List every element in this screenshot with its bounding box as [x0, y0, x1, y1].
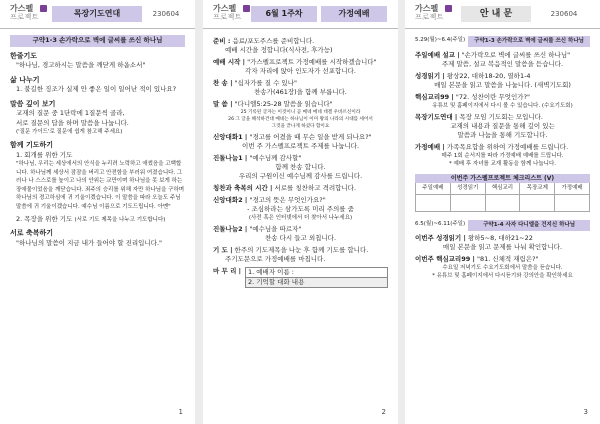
item-label: 기 도 | — [213, 246, 233, 254]
page-date: 230604 — [152, 10, 180, 18]
section-text: 서로 질문의 답을 하며 말씀을 나눕니다. — [16, 118, 129, 127]
scripture-text: 26 그 글을 해석하건대 메네는 하나님이 이미 왕의 나라의 시대를 세어서 — [228, 117, 373, 122]
gospel-project-logo — [415, 4, 449, 26]
page-title: 안 내 문 — [461, 6, 531, 22]
week-date: 5.29(월)~6.4(주일) — [415, 37, 466, 43]
prayer-note: (서로 기도 제목을 나누고 기도합니다) — [74, 216, 166, 223]
section-heading: 말씀 깊이 보기 — [10, 99, 56, 108]
checklist-checkbox[interactable] — [555, 195, 589, 211]
item-text: 각자 자리에 앉아 인도자가 선포합니다. — [245, 67, 356, 75]
item-text: 매주 1회 순서지를 따라 가정예배 예배를 드립니다. — [441, 153, 564, 159]
section-text: "하나님의 말씀이 지금 내가 들어야 할 진리입니다." — [16, 238, 163, 247]
item-text: 서로를 칭찬하고 격려합니다. — [274, 184, 357, 192]
item-text: * 유튜브 및 홈페이지에서 다시듣기와 강의안을 확인하세요 — [432, 273, 573, 279]
page-title: 목장기도연대 — [52, 6, 142, 22]
gospel-project-logo — [10, 4, 44, 26]
item-text: 함께 찬송 합니다. — [275, 163, 326, 171]
closing-row: 2. 기억할 대화 내용 — [246, 278, 387, 287]
item-text: "81. 신체적 재림은?" — [476, 255, 539, 263]
checklist-col: 목장교제 — [520, 183, 555, 194]
page-number: 3 — [583, 408, 588, 416]
week-banner: 구약1-3 손가락으로 벽에 글씨를 쓰신 하나님 — [468, 36, 590, 47]
item-label: 준비 : — [213, 37, 231, 45]
item-text: "경고의 뜻은 무엇인가요?" — [249, 196, 326, 204]
item-label: 성경읽기 | — [415, 72, 445, 80]
item-label: 찬 송 | — [213, 79, 233, 87]
logo-line2: 프로젝트 — [10, 13, 40, 21]
item-note: (사전 혹은 인터넷에서 더 찾아서 나누세요) — [248, 215, 353, 221]
checklist-col: 성경읽기 — [451, 183, 486, 194]
checklist-title: 이번주 가스펠프로젝트 체크리스트 (V) — [415, 174, 590, 183]
item-text: 우리의 구원이신 예수님께 감사를 드립니다. — [238, 172, 363, 180]
section-text: 교재의 질문 중 1단락에 1질문씩 골라, — [16, 109, 125, 117]
section-heading: 서로 축복하기 — [10, 229, 54, 238]
item-label: 핵심교리99 | — [415, 93, 454, 101]
item-text: "십자가를 질 수 있나" — [234, 79, 297, 87]
item-text: 매일 본문을 읽고 말씀을 나눕니다. (새벽기도회) — [434, 81, 571, 89]
item-text: "예수님을 따르자" — [249, 225, 302, 233]
cross-icon — [40, 5, 47, 12]
item-label: 말 씀 | — [213, 100, 233, 108]
checklist-checkbox[interactable] — [486, 195, 521, 211]
checklist-col: 주일예배 — [416, 183, 451, 194]
section-heading: 삶 나누기 — [10, 75, 40, 84]
checklist-header-row — [415, 183, 590, 195]
section-text: "하나님, 경고하시는 말씀을 깨닫게 하옵소서" — [16, 61, 146, 69]
scripture-text: 그것을 끝나게 하셨다 함이요 — [271, 124, 330, 129]
page-date: 230604 — [550, 10, 578, 18]
section-text: 1. 불길한 징조가 실제 안 좋은 일이 일어난 적이 있나요? — [16, 85, 177, 93]
gospel-project-logo — [213, 4, 247, 26]
item-label: 주일예배 설교 | — [415, 51, 460, 59]
logo-line1: 가스펠 — [10, 4, 34, 13]
item-text: "예수님께 감사할" — [249, 154, 302, 162]
item-text: 가족목요합을 위하여 가정예배를 드립니다. — [446, 143, 569, 151]
section-heading: 한줄기도 — [10, 51, 38, 60]
item-label: 이번주 성경읽기 | — [415, 234, 466, 242]
page-3 — [405, 0, 600, 424]
item-text: "다니엘5:25-28 말씀을 읽습니다" — [234, 100, 333, 108]
prayer-text: "하나님, 우리는 세상에서의 안식을 누리려 노력하고 애썼음을 고백합니다. 하나님께 세상서 잠잠을 버리고 안전함을 부러워 여겼습니다. 그러나 나 스스로를 높이고 나의 안위는 교만이며 하나님을 못 보게 하는 장애물이었음을 깨닫습니다. 죄주의 승리를 위해 자만 하나님을 구하며 하나님의 경고하심에 귀 기울이겠습니다. 이 말씀을 따라 오늘도 주님 말씀에 귀 기울이겠습니다. 예수님 이름으로 기도드립니다. 아멘" — [16, 161, 185, 210]
item-text: 찬송 다시 들고 외칩니다. — [264, 234, 337, 242]
prayer-subheading: 2. 목장을 위한 기도 — [16, 214, 73, 223]
item-text: - 조심하라는 삼가도록 미리 주의를 줌 — [247, 205, 354, 213]
checklist-col: 가정예배 — [561, 185, 583, 191]
page-header — [405, 0, 600, 29]
page-number: 2 — [381, 408, 386, 416]
item-label: 신앙대화2 | — [213, 196, 248, 204]
closing-table — [245, 267, 388, 288]
checklist-col: 핵심교리 — [486, 183, 521, 194]
item-text: 예배 시간을 정합니다(식사전, 후가능) — [225, 46, 333, 54]
item-text: 매일 본문을 읽고 문제를 나눠 확인합니다. — [442, 243, 563, 251]
item-label: 예배 시작 | — [213, 58, 246, 66]
item-text: 교재의 내용과 질문을 통해 깊이 있는 — [450, 122, 555, 130]
page-subtitle: 가정예배 — [321, 6, 387, 22]
cross-icon — [243, 5, 250, 12]
page-header — [0, 0, 195, 29]
item-text: 수요일 저녁기도 수요기도회에서 말씀을 듣습니다. — [442, 265, 563, 271]
item-text: 왕하5~8, 대하21~22 — [467, 234, 533, 242]
logo-line1: 가스펠 — [415, 4, 439, 13]
item-text: "가스펠프로젝트 가정예배를 시작하겠습니다" — [247, 58, 377, 66]
item-text: 목장 모임 기도회는 모입니다. — [459, 113, 544, 121]
week-banner: 구약1-4 사자 다니엘을 건지신 하나님 — [468, 220, 590, 231]
item-label: 신앙대화1 | — [213, 133, 248, 141]
page-header — [203, 0, 398, 29]
item-label: 칭찬과 축복의 시간 | — [213, 184, 273, 192]
checklist-check-row — [415, 195, 590, 212]
item-text: 이번 주 가스펠프로젝트 주제를 나눕니다. — [241, 142, 360, 150]
page-title: 6월 1주차 — [251, 6, 317, 22]
page-number: 1 — [178, 408, 183, 416]
item-text: "손가락으로 벽에 글씨를 쓰신 하나님" — [461, 51, 571, 59]
item-label: 가정예배 | — [415, 143, 445, 151]
page-1 — [0, 0, 195, 424]
cross-icon — [445, 5, 452, 12]
checklist-checkbox[interactable] — [416, 195, 451, 211]
logo-line1: 가스펠 — [213, 4, 237, 13]
item-label: 이번주 핵심교리99 | — [415, 255, 475, 263]
item-text: 음료/포도주스를 준비합니다. — [232, 37, 315, 45]
item-text: 주기도문으로 가정예배를 마칩니다. — [225, 255, 326, 263]
page-2 — [203, 0, 398, 424]
item-label: 진돌나눔2 | — [213, 225, 248, 233]
item-text: * 예배 후 자녀를 교재 활동을 함께 나눕니다. — [448, 161, 557, 167]
item-text: 찬송가(461장)을 함께 부릅니다. — [254, 88, 347, 96]
week-date: 6.5(월)~6.11(주일) — [415, 221, 466, 227]
scripture-text: 25 기록된 글자는 이것이니 곧 메네 메네 데겔 우바르신이라 — [240, 110, 361, 115]
item-text: 유튜브 및 홈페이지에서 다시 볼 수 있습니다. (수요기도회) — [432, 103, 573, 109]
section-note: ('질문 가이드'로 질문에 쉽게 참고해 주세요) — [16, 129, 123, 135]
item-text: "경고를 어겼을 때 무슨 일을 받게 되나요?" — [249, 133, 372, 141]
item-label: 진돌나눔1 | — [213, 154, 248, 162]
lesson-banner: 구약1-3 손가락으로 벽에 글씨를 쓰신 하나님 — [10, 35, 185, 47]
item-text: 말씀과 나눔을 통해 기도합니다. — [457, 131, 548, 139]
item-text: 왕상22, 대하18-20, 열하1-4 — [446, 72, 531, 80]
logo-line2: 프로젝트 — [213, 13, 243, 21]
item-text: "72. 성찬이란 무엇인가?" — [455, 93, 531, 101]
logo-line2: 프로젝트 — [415, 13, 445, 21]
prayer-subheading: 1. 회개를 위한 기도 — [16, 150, 73, 159]
item-label: 목장기도연대 | — [415, 113, 458, 121]
item-label: 마 무 리 | — [213, 267, 241, 275]
section-heading: 함께 기도하기 — [10, 141, 54, 149]
closing-row: 1. 예배자 이름 : — [246, 268, 387, 278]
checklist-checkbox[interactable] — [451, 195, 486, 211]
item-text: 한주의 기도제목을 나눈 후 함께 기도를 합니다. — [234, 246, 369, 254]
checklist-checkbox[interactable] — [520, 195, 555, 211]
item-text: 주제 말씀, 설교 복음적인 말씀을 듣습니다. — [441, 60, 564, 68]
